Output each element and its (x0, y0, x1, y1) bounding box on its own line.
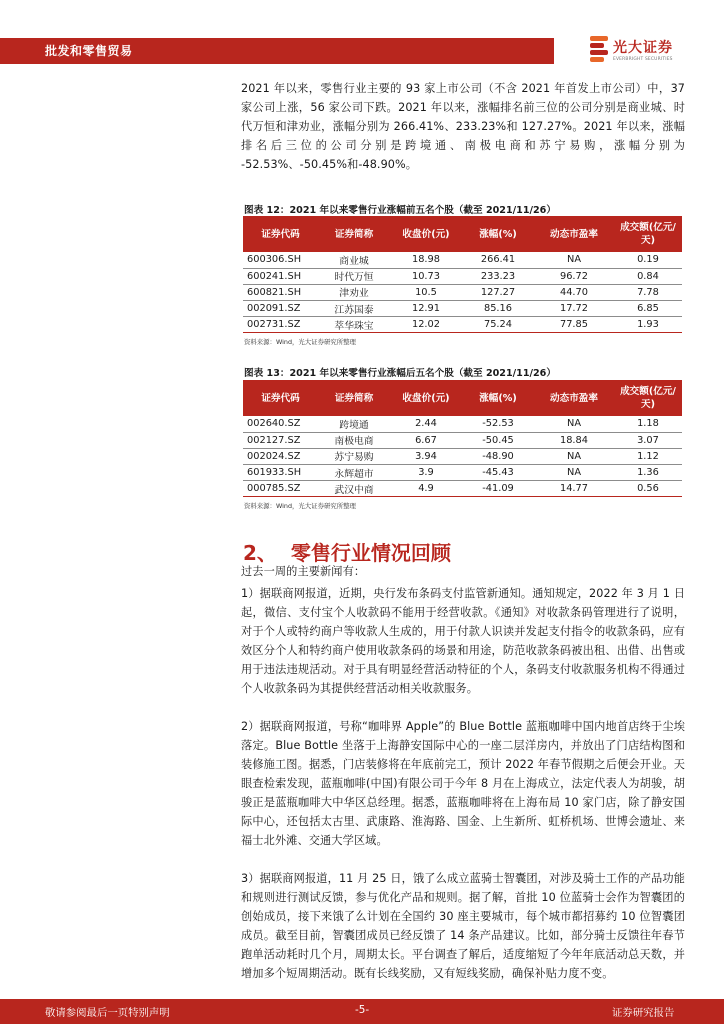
cell-change: -50.45 (462, 432, 534, 448)
cell-turnover: 7.78 (614, 284, 682, 300)
cell-code: 002024.SZ (243, 448, 318, 464)
cell-change: 75.24 (462, 317, 534, 333)
col-header-turnover: 成交额(亿元/天) (614, 216, 682, 252)
brand-mark-icon (590, 36, 608, 64)
cell-turnover: 0.56 (614, 481, 682, 497)
section-title: 零售行业情况回顾 (290, 541, 451, 565)
cell-turnover: 3.07 (614, 432, 682, 448)
table-row (243, 465, 682, 481)
cell-turnover: 6.85 (614, 301, 682, 317)
cell-code: 002091.SZ (243, 301, 318, 317)
table12-source: 资料来源：Wind，光大证券研究所整理 (244, 338, 356, 346)
cell-code: 000785.SZ (243, 481, 318, 497)
section-label: 批发和零售贸易 (45, 44, 133, 58)
cell-name: 苏宁易购 (318, 448, 390, 464)
header-bar (0, 38, 554, 64)
cell-turnover: 0.19 (614, 252, 682, 268)
col-header-price: 收盘价(元) (390, 380, 462, 416)
table-row (243, 268, 682, 284)
section-lead: 过去一周的主要新闻有： (241, 565, 366, 578)
table12-caption: 图表 12：2021 年以来零售行业涨幅前五名个股（截至 2021/11/26） (244, 205, 556, 216)
cell-pe: NA (534, 465, 614, 481)
footer-disclaimer: 敬请参阅最后一页特别声明 (45, 1007, 170, 1019)
cell-name: 商业城 (318, 252, 390, 268)
brand-logo (590, 35, 710, 69)
cell-pe: NA (534, 252, 614, 268)
cell-change: -45.43 (462, 465, 534, 481)
cell-turnover: 1.12 (614, 448, 682, 464)
intro-paragraph: 2021 年以来，零售行业主要的 93 家上市公司（不含 2021 年首发上市公司）中，37 家公司上涨，56 家公司下跌。2021 年以来，涨幅排名前三位的公司分别是商业城、时代万恒和津劝业，涨幅分别为 266.41%、233.23%和 127.27%。2021 年以来，涨幅排名后三位的公司分别是跨境通、南极电商和苏宁易购，涨幅分别为 -52.53%、-50.45%和-48.90%。 (241, 82, 685, 171)
cell-price: 10.73 (390, 268, 462, 284)
cell-pe: 18.84 (534, 432, 614, 448)
table-header-row (243, 380, 682, 416)
table-row (243, 317, 682, 333)
cell-change: -41.09 (462, 481, 534, 497)
table-top-gainers (243, 216, 682, 333)
col-header-name: 证券简称 (318, 380, 390, 416)
cell-price: 3.94 (390, 448, 462, 464)
brand-name: 光大证券 (613, 40, 673, 56)
col-header-price: 收盘价(元) (390, 216, 462, 252)
cell-pe: 77.85 (534, 317, 614, 333)
table-header-row (243, 216, 682, 252)
cell-change: 233.23 (462, 268, 534, 284)
cell-code: 600306.SH (243, 252, 318, 268)
cell-price: 4.9 (390, 481, 462, 497)
cell-pe: 14.77 (534, 481, 614, 497)
section-number: 2、 (243, 541, 277, 565)
cell-price: 3.9 (390, 465, 462, 481)
cell-name: 时代万恒 (318, 268, 390, 284)
cell-pe: 44.70 (534, 284, 614, 300)
cell-code: 002127.SZ (243, 432, 318, 448)
cell-change: 266.41 (462, 252, 534, 268)
cell-code: 002640.SZ (243, 416, 318, 432)
col-header-code: 证券代码 (243, 380, 318, 416)
cell-name: 萃华珠宝 (318, 317, 390, 333)
table-row (243, 301, 682, 317)
col-header-turnover: 成交额(亿元/天) (614, 380, 682, 416)
cell-change: -52.53 (462, 416, 534, 432)
cell-turnover: 1.18 (614, 416, 682, 432)
col-header-name: 证券简称 (318, 216, 390, 252)
cell-name: 南极电商 (318, 432, 390, 448)
col-header-pe: 动态市盈率 (534, 216, 614, 252)
table13-source: 资料来源：Wind，光大证券研究所整理 (244, 502, 356, 510)
news-item-3: 3）据联商网报道，11 月 25 日，饿了么成立蓝骑士智囊团，对涉及骑士工作的产品功能和规则进行测试反馈，参与优化产品和规则。据了解，首批 10 位蓝骑士会作为智囊团的创始成员，接下来饿了么计划在全国约 30 座主要城市，每个城市都招募约 10 位智囊团成员。截至目前，智囊团成员已经反馈了 14 条产品建议。比如，部分骑士反馈往年春节跑单活动耗时几个月，周期太长。平台调查了解后，适度缩短了今年年底活动总天数，并增加多个短周期活动。既有长线奖励，又有短线奖励，确保补贴力度不变。 (241, 872, 685, 980)
col-header-change: 涨幅(%) (462, 380, 534, 416)
cell-pe: NA (534, 416, 614, 432)
cell-pe: 17.72 (534, 301, 614, 317)
cell-pe: 96.72 (534, 268, 614, 284)
table-row (243, 432, 682, 448)
table-bottom-losers (243, 380, 682, 497)
col-header-pe: 动态市盈率 (534, 380, 614, 416)
col-header-change: 涨幅(%) (462, 216, 534, 252)
cell-turnover: 1.36 (614, 465, 682, 481)
cell-turnover: 1.93 (614, 317, 682, 333)
cell-code: 002731.SZ (243, 317, 318, 333)
table-row (243, 481, 682, 497)
cell-name: 江苏国泰 (318, 301, 390, 317)
cell-name: 永辉超市 (318, 465, 390, 481)
cell-code: 601933.SH (243, 465, 318, 481)
table-row (243, 284, 682, 300)
cell-price: 2.44 (390, 416, 462, 432)
cell-change: -48.90 (462, 448, 534, 464)
table-row (243, 252, 682, 268)
table-row (243, 416, 682, 432)
news-item-2: 2）据联商网报道，号称“咖啡界 Apple”的 Blue Bottle 蓝瓶咖啡中国内地首店终于尘埃落定。Blue Bottle 坐落于上海静安国际中心的一座二层洋房内，并放出了门店结构图和装修施工图。据悉，门店装修将在年底前完工，预计 2022 年春节假期之后便会开业。天眼查检索发现，蓝瓶咖啡(中国)有限公司于今年 8 月在上海成立，法定代表人为胡骏，胡骏正是蓝瓶咖啡大中华区总经理。据悉，蓝瓶咖啡将在上海布局 10 家门店，除了静安国际中心，还包括太古里、武康路、淮海路、国金、上生新所、虹桥机场、世博会遗址、来福士北外滩、交通大学区域。 (241, 720, 685, 847)
news-item-1: 1）据联商网报道，近期，央行发布条码支付监管新通知。通知规定，2022 年 3 月 1 日起，微信、支付宝个人收款码不能用于经营收款。《通知》对收款条码管理进行了说明，对于个人或特约商户等收款人生成的，用于付款人识读并发起支付指令的收款条码，应有效区分个人和特约商户使用收款条码的场景和用途，防范收款条码被出租、出借、出售或用于违法违规活动。对于具有明显经营活动特征的个人，条码支付收款服务机构不得通过个人收款条码为其提供经营活动相关收款服务。 (241, 587, 685, 695)
cell-price: 12.91 (390, 301, 462, 317)
cell-name: 津劝业 (318, 284, 390, 300)
table13-caption: 图表 13：2021 年以来零售行业涨幅后五名个股（截至 2021/11/26） (244, 368, 556, 379)
cell-change: 127.27 (462, 284, 534, 300)
footer-bar (0, 999, 724, 1024)
cell-pe: NA (534, 448, 614, 464)
cell-code: 600821.SH (243, 284, 318, 300)
col-header-code: 证券代码 (243, 216, 318, 252)
cell-name: 跨境通 (318, 416, 390, 432)
cell-change: 85.16 (462, 301, 534, 317)
brand-subtitle: EVERBRIGHT SECURITIES (613, 57, 673, 62)
table-row (243, 448, 682, 464)
cell-price: 6.67 (390, 432, 462, 448)
cell-turnover: 0.84 (614, 268, 682, 284)
cell-price: 18.98 (390, 252, 462, 268)
cell-code: 600241.SH (243, 268, 318, 284)
page-number: -5- (355, 1004, 370, 1016)
cell-price: 12.02 (390, 317, 462, 333)
cell-name: 武汉中商 (318, 481, 390, 497)
cell-price: 10.5 (390, 284, 462, 300)
footer-doc-type: 证券研究报告 (612, 1007, 675, 1019)
